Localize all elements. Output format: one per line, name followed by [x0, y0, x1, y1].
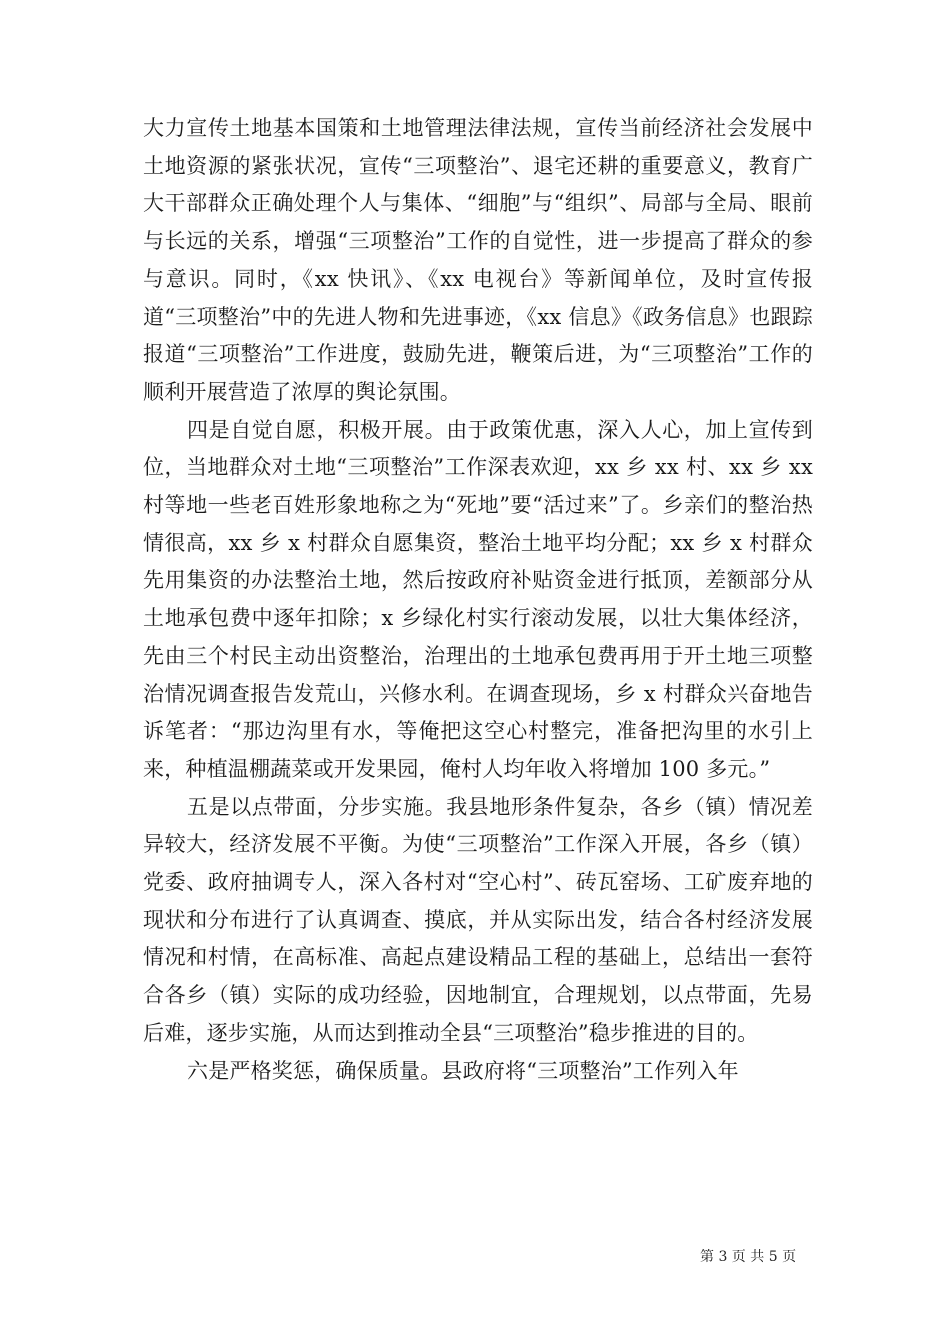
paragraph-2: 四是自觉自愿，积极开展。由于政策优惠，深入人心，加上宣传到位，当地群众对土地“三项整治”工作深表欢迎，xx 乡 xx 村、xx 乡 xx 村等地一些老百姓形象地称之为“死地”要“活过来”了。乡亲们的整治热情很高，xx 乡 x 村群众自愿集资，整治土地平均分配；xx 乡 x 村群众先用集资的办法整治土地，然后按政府补贴资金进行抵顶，差额部分从土地承包费中逐年扣除；x 乡绿化村实行滚动发展，以壮大集体经济，先由三个村民主动出资整治，治理出的土地承包费再用于开土地三项整治情况调查报告发荒山，兴修水利。在调查现场，乡 x 村群众兴奋地告诉笔者：“那边沟里有水，等俺把这空心村整完，准备把沟里的水引上来，种植温棚蔬菜或开发果园，俺村人均年收入将增加 100 多元。” [143, 417, 813, 781]
page-number-footer: 第 3 页 共 5 页 [700, 1249, 797, 1265]
paragraph-3: 五是以点带面，分步实施。我县地形条件复杂，各乡（镇）情况差异较大，经济发展不平衡。为使“三项整治”工作深入开展，各乡（镇）党委、政府抽调专人，深入各村对“空心村”、砖瓦窑场、工矿废弃地的现状和分布进行了认真调查、摸底，并从实际出发，结合各村经济发展情况和村情，在高标准、高起点建设精品工程的基础上，总结出一套符合各乡（镇）实际的成功经验，因地制宜，合理规划，以点带面，先易后难，逐步实施，从而达到推动全县“三项整治”稳步推进的目的。 [143, 794, 813, 1045]
paragraph-1: 大力宣传土地基本国策和土地管理法律法规，宣传当前经济社会发展中土地资源的紧张状况，宣传“三项整治”、退宅还耕的重要意义，教育广大干部群众正确处理个人与集体、“细胞”与“组织”、局部与全局、眼前与长远的关系，增强“三项整治”工作的自觉性，进一步提高了群众的参与意识。同时，《xx 快讯》、《xx 电视台》等新闻单位，及时宣传报道“三项整治”中的先进人物和先进事迹，《xx 信息》《政务信息》也跟踪报道“三项整治”工作进度，鼓励先进，鞭策后进，为“三项整治”工作的顺利开展营造了浓厚的舆论氛围。 [143, 116, 813, 404]
paragraph-4: 六是严格奖惩，确保质量。县政府将“三项整治”工作列入年 [187, 1058, 739, 1083]
body-text [143, 110, 813, 1090]
